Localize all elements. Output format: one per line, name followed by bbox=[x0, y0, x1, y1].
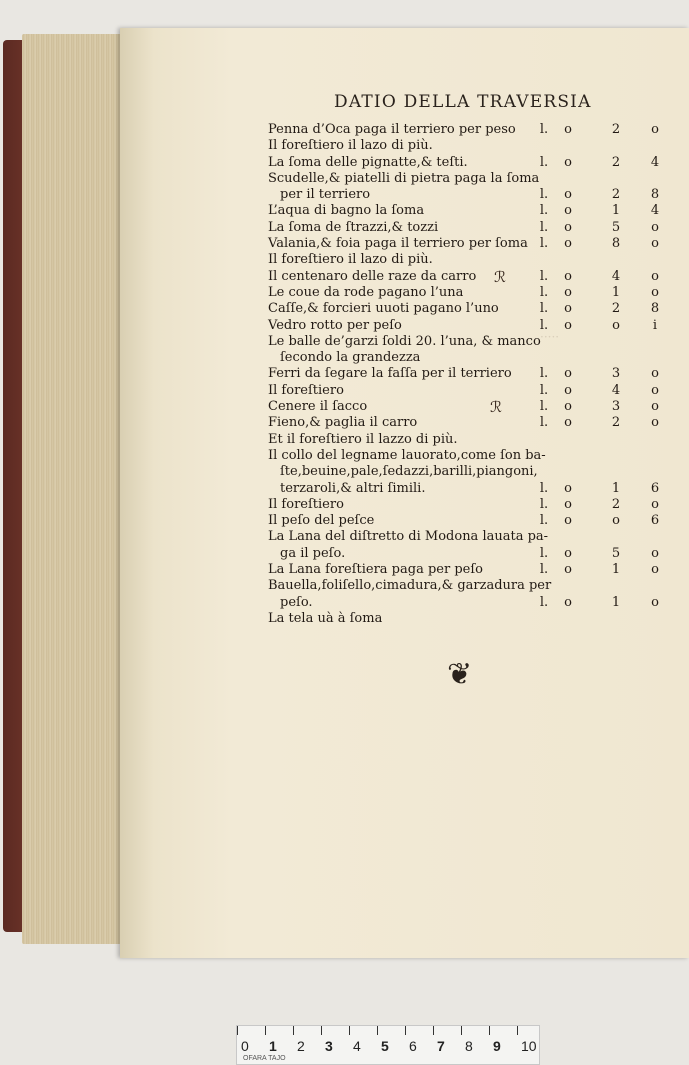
entry-text: terzaroli,& altri ſimili. bbox=[280, 480, 426, 496]
entry-amount: o bbox=[564, 268, 572, 284]
entry-text: Caſſe,& forcieri uuoti pagano l’uno bbox=[268, 301, 499, 317]
entry-amount: o bbox=[651, 562, 659, 578]
paragraph-mark: ℛ bbox=[490, 398, 502, 416]
tariff-entry bbox=[268, 318, 673, 334]
entry-lire-mark: l. bbox=[539, 122, 549, 137]
entry-text: per il terriero bbox=[280, 187, 371, 203]
entry-lire-mark: l. bbox=[539, 480, 549, 496]
entry-amount: o bbox=[564, 382, 572, 398]
entry-text: Valania,& foia paga il terriero per ſoma bbox=[268, 236, 528, 252]
entry-amount: o bbox=[564, 203, 572, 219]
entry-amount: 4 bbox=[650, 203, 660, 219]
entry-text: La ſoma de ſtrazzi,& tozzi bbox=[268, 219, 439, 235]
tariff-entry bbox=[268, 513, 673, 529]
tariff-entry bbox=[268, 432, 673, 448]
entry-amount: 2 bbox=[611, 187, 621, 203]
tariff-entry bbox=[268, 187, 673, 203]
entry-amount: 3 bbox=[611, 399, 621, 415]
ruler-number: 2 bbox=[297, 1038, 305, 1054]
tariff-entry bbox=[268, 138, 673, 154]
entry-amount: 8 bbox=[650, 301, 660, 317]
entry-text: Cenere il ſacco bbox=[268, 399, 368, 415]
entry-amount: o bbox=[564, 122, 572, 137]
entry-amount: 4 bbox=[650, 154, 660, 170]
tariff-entry bbox=[268, 155, 673, 171]
ruler-number: 10 bbox=[521, 1038, 537, 1054]
entry-amount: o bbox=[564, 562, 572, 578]
entry-text: Fieno,& paglia il carro bbox=[268, 415, 418, 431]
entry-text: Et il foreſtiero il lazzo di più. bbox=[268, 431, 458, 447]
entry-amount: o bbox=[651, 594, 659, 610]
tariff-entry bbox=[268, 269, 673, 285]
entry-lire-mark: l. bbox=[539, 415, 549, 431]
tariff-entry bbox=[268, 578, 673, 594]
tariff-entry bbox=[268, 285, 673, 301]
tariff-entry bbox=[268, 546, 673, 562]
entry-amount: 1 bbox=[611, 284, 621, 300]
entry-text: L’aqua di bagno la ſoma bbox=[268, 203, 425, 219]
entry-text: Le coue da rode pagano l’una bbox=[268, 284, 464, 300]
ruler-number: 0 bbox=[241, 1038, 249, 1054]
entry-amount: o bbox=[651, 545, 659, 561]
tariff-entry bbox=[268, 481, 673, 497]
entry-amount: 2 bbox=[611, 154, 621, 170]
entry-text: Il foreſtiero bbox=[268, 382, 344, 398]
entry-amount: 8 bbox=[611, 236, 621, 252]
entry-text: ſte,beuine,pale,ſedazzi,barilli,piangoni, bbox=[280, 464, 538, 480]
scale-ruler bbox=[236, 1025, 540, 1065]
entry-lire-mark: l. bbox=[539, 382, 549, 398]
entry-lire-mark: l. bbox=[539, 284, 549, 300]
tariff-entry bbox=[268, 383, 673, 399]
tariff-entry bbox=[268, 334, 673, 350]
tariff-entry bbox=[268, 220, 673, 236]
entry-amount: 1 bbox=[611, 480, 621, 496]
entry-lire-mark: l. bbox=[539, 154, 549, 170]
entry-amount: 4 bbox=[611, 382, 621, 398]
entry-amount: o bbox=[651, 496, 659, 512]
entry-amount: o bbox=[651, 219, 659, 235]
ruler-number: 5 bbox=[381, 1038, 389, 1054]
page-edges bbox=[22, 34, 126, 944]
ruler-number: 1 bbox=[269, 1038, 277, 1054]
entry-text: ga il peſo. bbox=[280, 545, 346, 561]
entry-text: Il centenaro delle raze da carro bbox=[268, 268, 477, 284]
ruler-number: 7 bbox=[437, 1038, 445, 1054]
entry-text: Vedro rotto per peſo bbox=[268, 317, 402, 333]
entry-amount: 5 bbox=[611, 545, 621, 561]
tariff-entry bbox=[268, 171, 673, 187]
tariff-entry bbox=[268, 252, 673, 268]
entry-amount: o bbox=[564, 187, 572, 203]
tariff-entry bbox=[268, 611, 673, 627]
running-head: DATIO DELLA TRAVERSIA bbox=[334, 92, 592, 112]
tariff-entry bbox=[268, 595, 673, 611]
entry-amount: 4 bbox=[611, 268, 621, 284]
tariff-entry bbox=[268, 203, 673, 219]
entry-amount: o bbox=[564, 496, 572, 512]
entry-text: Il foreſtiero il lazo di più. bbox=[268, 138, 433, 154]
entry-text: La tela uà à ſoma bbox=[268, 610, 383, 626]
entry-text: Ferri da ſegare la faſſa per il terriero bbox=[268, 366, 512, 382]
tariff-entry bbox=[268, 464, 673, 480]
entry-text: ſecondo la grandezza bbox=[280, 350, 421, 366]
entry-amount: o bbox=[564, 399, 572, 415]
tariff-entry bbox=[268, 562, 673, 578]
entry-amount: 2 bbox=[611, 122, 621, 137]
entry-amount: o bbox=[651, 284, 659, 300]
tariff-entry bbox=[268, 236, 673, 252]
ruler-number: 8 bbox=[465, 1038, 473, 1054]
entry-amount: o bbox=[651, 236, 659, 252]
fleuron-ornament: ❦ bbox=[447, 657, 473, 692]
ruler-number: 4 bbox=[353, 1038, 361, 1054]
entry-text: La ſoma delle pignatte,& teſti. bbox=[268, 154, 468, 170]
entry-amount: o bbox=[651, 268, 659, 284]
tariff-entry bbox=[268, 448, 673, 464]
entry-text: Il foreſtiero bbox=[268, 496, 344, 512]
tariff-entry bbox=[268, 301, 673, 317]
entry-lire-mark: l. bbox=[539, 513, 549, 529]
tariff-entry bbox=[268, 497, 673, 513]
entry-amount: 2 bbox=[611, 415, 621, 431]
ruler-number: 6 bbox=[409, 1038, 417, 1054]
entry-amount: o bbox=[651, 122, 659, 137]
entry-amount: 2 bbox=[611, 301, 621, 317]
entry-amount: 1 bbox=[611, 594, 621, 610]
entry-amount: 1 bbox=[611, 203, 621, 219]
entry-amount: 1 bbox=[611, 562, 621, 578]
entry-text: Bauella,foliſello,cimadura,& garzadura per bbox=[268, 578, 552, 594]
tariff-entry bbox=[268, 415, 673, 431]
entry-text: La Lana foreſtiera paga per peſo bbox=[268, 562, 483, 578]
entry-amount: o bbox=[564, 366, 572, 382]
ruler-brand: OFARA TAJO bbox=[243, 1055, 286, 1062]
entry-amount: o bbox=[564, 317, 572, 333]
entry-lire-mark: l. bbox=[539, 496, 549, 512]
entry-lire-mark: l. bbox=[539, 545, 549, 561]
entry-amount: o bbox=[651, 415, 659, 431]
entry-amount: 6 bbox=[650, 480, 660, 496]
entry-amount: o bbox=[612, 317, 620, 333]
tariff-entry bbox=[268, 366, 673, 382]
entry-amount: o bbox=[564, 219, 572, 235]
ruler-number: 3 bbox=[325, 1038, 333, 1054]
tariff-entry bbox=[268, 399, 673, 415]
tariff-entry bbox=[268, 122, 673, 138]
tariff-entry bbox=[268, 350, 673, 366]
entry-amount: 5 bbox=[611, 219, 621, 235]
tariff-entry bbox=[268, 529, 673, 545]
entry-text: Le balle de’garzi ſoldi 20. l’una, & manco bbox=[268, 333, 541, 349]
entry-text: Il peſo del peſce bbox=[268, 513, 375, 529]
entry-amount: o bbox=[651, 366, 659, 382]
entry-text: Scudelle,& piatelli di pietra paga la ſoma bbox=[268, 170, 540, 186]
entry-amount: 2 bbox=[611, 496, 621, 512]
entry-amount: 8 bbox=[650, 187, 660, 203]
entry-lire-mark: l. bbox=[539, 594, 549, 610]
entry-amount: o bbox=[564, 236, 572, 252]
entry-lire-mark: l. bbox=[539, 366, 549, 382]
entry-amount: 6 bbox=[650, 513, 660, 529]
entry-amount: i bbox=[652, 317, 658, 333]
entry-lire-mark: l. bbox=[539, 301, 549, 317]
entry-text: peſo. bbox=[280, 594, 313, 610]
entry-amount: 3 bbox=[611, 366, 621, 382]
entry-lire-mark: l. bbox=[539, 203, 549, 219]
entry-text: La Lana del diſtretto di Modona lauata pa- bbox=[268, 529, 549, 545]
paragraph-mark: ℛ bbox=[494, 268, 506, 286]
entry-amount: o bbox=[651, 399, 659, 415]
ruler-ticks bbox=[237, 1026, 539, 1035]
entry-amount: o bbox=[564, 545, 572, 561]
tariff-list bbox=[268, 122, 673, 627]
entry-lire-mark: l. bbox=[539, 562, 549, 578]
entry-amount: o bbox=[564, 301, 572, 317]
entry-amount: o bbox=[564, 284, 572, 300]
entry-amount: o bbox=[564, 154, 572, 170]
entry-text: Il foreſtiero il lazo di più. bbox=[268, 252, 433, 268]
entry-amount: o bbox=[564, 594, 572, 610]
entry-lire-mark: l. bbox=[539, 268, 549, 284]
entry-lire-mark: l. bbox=[539, 236, 549, 252]
entry-amount: o bbox=[564, 415, 572, 431]
ruler-number: 9 bbox=[493, 1038, 501, 1054]
entry-lire-mark: l. bbox=[539, 317, 549, 333]
show-through-text: ····· bbox=[540, 330, 560, 344]
entry-amount: o bbox=[612, 513, 620, 529]
entry-text: Penna d’Oca paga il terriero per peso bbox=[268, 122, 516, 137]
entry-amount: o bbox=[564, 513, 572, 529]
entry-amount: o bbox=[651, 382, 659, 398]
entry-lire-mark: l. bbox=[539, 219, 549, 235]
entry-text: Il collo del legname lauorato,come ſon ba- bbox=[268, 447, 546, 463]
entry-amount: o bbox=[564, 480, 572, 496]
entry-lire-mark: l. bbox=[539, 399, 549, 415]
entry-lire-mark: l. bbox=[539, 187, 549, 203]
